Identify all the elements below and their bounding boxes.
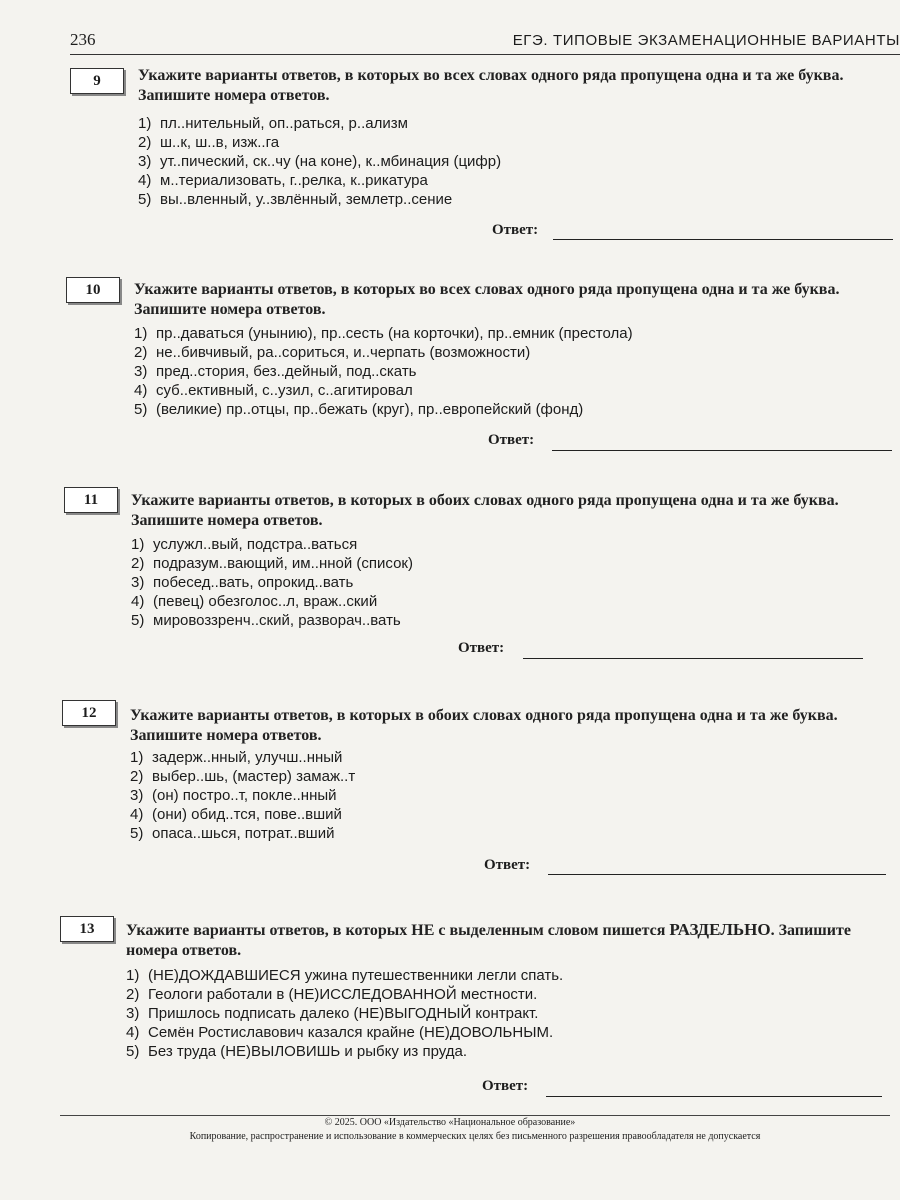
- task-question: Укажите варианты ответов, в которых в обоих словах одного ряда пропущена одна и та же буква. Запишите номера ответов.: [131, 492, 839, 529]
- option-item: 4) суб..ективный, с..узил, с..агитировал: [134, 382, 413, 399]
- answer-field[interactable]: [548, 874, 886, 875]
- page-number: 236: [70, 30, 96, 49]
- task-question: Укажите варианты ответов, в которых в обоих словах одного ряда пропущена одна и та же буква. Запишите номера ответов.: [130, 707, 838, 744]
- options-list: [131, 535, 413, 630]
- option-item: 1) (НЕ)ДОЖДАВШИЕСЯ ужина путешественники легли спать.: [126, 967, 564, 984]
- option-item: 2) ш..к, ш..в, изж..га: [138, 134, 280, 151]
- option-item: 4) Семён Ростиславович казался крайне (НЕ)ДОВОЛЬНЫМ.: [126, 1024, 554, 1041]
- option-item: 2) Геологи работали в (НЕ)ИССЛЕДОВАННОЙ местности.: [126, 986, 538, 1003]
- answer-label: Ответ:: [492, 222, 539, 238]
- option-item: 5) опаса..шься, потрат..вший: [130, 825, 335, 842]
- option-item: 3) Пришлось подписать далеко (НЕ)ВЫГОДНЫЙ контракт.: [126, 1005, 539, 1022]
- options-list: [130, 748, 355, 843]
- option-item: 1) пр..даваться (унынию), пр..сесть (на корточки), пр..емник (престола): [134, 325, 633, 342]
- option-item: 4) м..териализовать, г..релка, к..рикатура: [138, 172, 428, 189]
- footer-divider: [60, 1115, 890, 1116]
- option-item: 2) выбер..шь, (мастер) замаж..т: [130, 768, 356, 785]
- task-question: Укажите варианты ответов, в которых НЕ с выделенным словом пишется РАЗДЕЛЬНО. Запишите номера ответов.: [126, 920, 851, 959]
- option-item: 3) ут..пический, ск..чу (на коне), к..мбинация (цифр): [138, 153, 502, 170]
- option-item: 2) подразум..вающий, им..нной (список): [131, 555, 413, 572]
- option-item: 3) (он) постро..т, покле..нный: [130, 787, 337, 804]
- answer-label: Ответ:: [484, 857, 531, 873]
- option-item: 3) побесед..вать, опрокид..вать: [131, 574, 354, 591]
- option-item: 5) вы..вленный, у..звлённый, землетр..сение: [138, 191, 453, 208]
- option-item: 5) (великие) пр..отцы, пр..бежать (круг), пр..европейский (фонд): [134, 401, 584, 418]
- answer-label: Ответ:: [488, 432, 535, 448]
- option-item: 4) (они) обид..тся, пове..вший: [130, 806, 342, 823]
- footer-notice: Копирование, распространение и использование в коммерческих целях без письменного разрешения правообладателя не допускается: [189, 1131, 761, 1142]
- task-number-box: 12: [62, 700, 116, 726]
- option-item: 5) мировоззренч..ский, разворач..вать: [131, 612, 401, 629]
- task-number-box: 10: [66, 277, 120, 303]
- option-item: 1) услужл..вый, подстра..ваться: [131, 536, 358, 553]
- options-list: [126, 966, 563, 1061]
- option-item: 4) (певец) обезголос..л, враж..ский: [131, 593, 378, 610]
- answer-field[interactable]: [552, 450, 892, 451]
- task-question: Укажите варианты ответов, в которых во всех словах одного ряда пропущена одна и та же буква. Запишите номера ответов.: [134, 281, 840, 318]
- answer-field[interactable]: [553, 239, 893, 240]
- task-number-box: 9: [70, 68, 124, 94]
- answer-label: Ответ:: [458, 640, 505, 656]
- option-item: 3) пред..стория, без..дейный, под..скать: [134, 363, 417, 380]
- option-item: 1) задерж..нный, улучш..нный: [130, 749, 343, 766]
- footer-copyright: © 2025. ООО «Издательство «Национальное образование»: [324, 1117, 576, 1128]
- task-number-box: 13: [60, 916, 114, 942]
- emphasis-word: РАЗДЕЛЬНО: [669, 920, 771, 939]
- options-list: [134, 324, 633, 419]
- answer-field[interactable]: [523, 658, 863, 659]
- task-question: Укажите варианты ответов, в которых во всех словах одного ряда пропущена одна и та же буква. Запишите номера ответов.: [138, 67, 844, 104]
- task-number-box: 11: [64, 487, 118, 513]
- answer-label: Ответ:: [482, 1078, 529, 1094]
- book-title: ЕГЭ. ТИПОВЫЕ ЭКЗАМЕНАЦИОННЫЕ ВАРИАНТЫ: [512, 32, 900, 49]
- option-item: 1) пл..нительный, оп..раться, р..ализм: [138, 115, 408, 132]
- options-list: [138, 114, 501, 209]
- answer-field[interactable]: [546, 1096, 882, 1097]
- option-item: 5) Без труда (НЕ)ВЫЛОВИШЬ и рыбку из пруда.: [126, 1043, 468, 1060]
- page-header: [70, 28, 900, 55]
- option-item: 2) не..бивчивый, ра..сориться, и..черпать (возможности): [134, 344, 531, 361]
